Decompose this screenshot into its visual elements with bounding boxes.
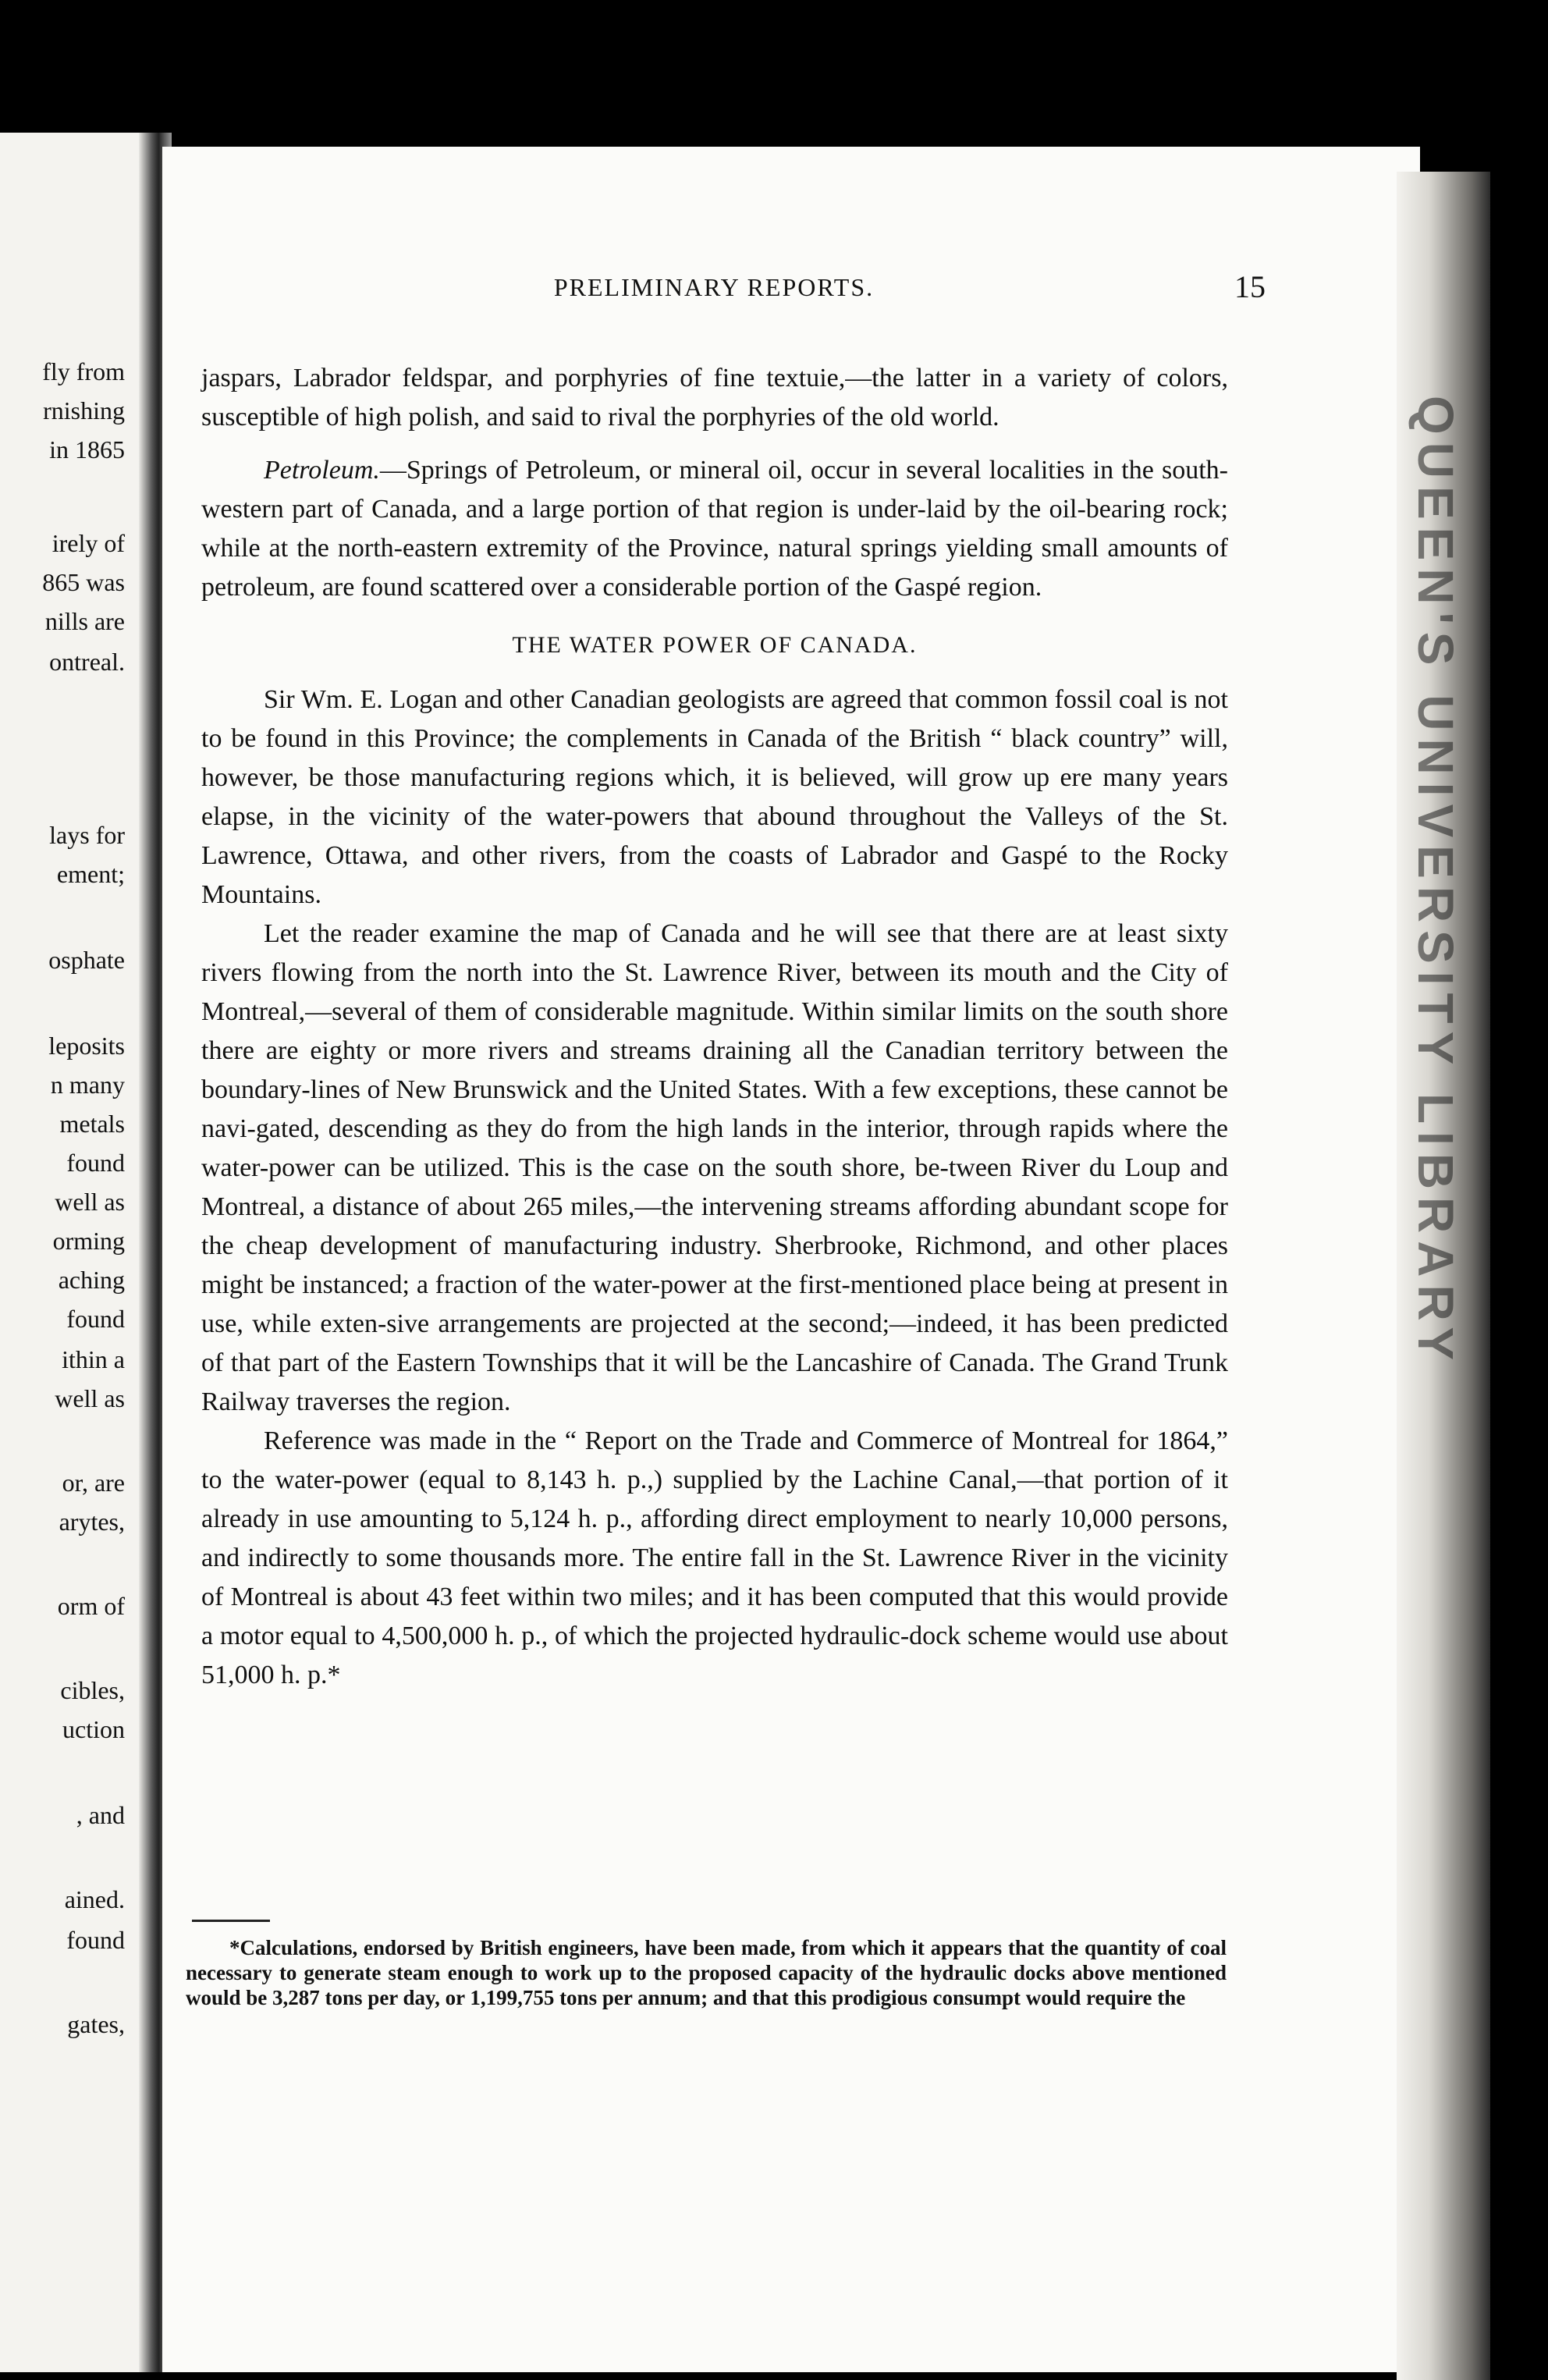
page-body <box>201 359 1228 1695</box>
left-line: n many <box>50 1071 125 1099</box>
left-line: arytes, <box>59 1508 125 1536</box>
left-line: found <box>66 1926 125 1954</box>
left-line: irely of <box>51 529 125 557</box>
left-line: rnishing <box>43 396 125 424</box>
left-line: 865 was <box>42 568 125 596</box>
left-line: ement; <box>56 860 125 888</box>
left-line: found <box>66 1305 125 1333</box>
left-line: metals <box>59 1110 125 1138</box>
left-line: uction <box>62 1715 125 1743</box>
left-line: well as <box>55 1384 125 1412</box>
left-line: ontreal. <box>49 648 125 676</box>
left-line: aching <box>58 1266 125 1294</box>
left-line: cibles, <box>60 1676 125 1704</box>
running-head: PRELIMINARY REPORTS. <box>553 273 875 301</box>
left-line: osphate <box>48 946 125 974</box>
left-line: fly from <box>42 357 125 385</box>
paragraph-jaspars: jaspars, Labrador feldspar, and porphyries of fine textuie,—the latter in a variety of colors, susceptible of high polish, and said to rival the porphyries of the old world. <box>201 364 1228 432</box>
left-line: , and <box>76 1801 125 1829</box>
left-line: found <box>66 1149 125 1177</box>
left-line: nills are <box>44 607 125 635</box>
left-line: orming <box>52 1227 125 1255</box>
left-line: gates, <box>67 2010 125 2038</box>
footnote-text: *Calculations, endorsed by British engineers, have been made, from which it appears that the quantity of coal necessary to generate steam enough to work up to the proposed capacity of the hydraulic docks above mentioned would be 3,287 tons per day, or 1,199,755 tons per annum; and that this prodigious consumpt would require the <box>186 1936 1227 2009</box>
page-number: 15 <box>1234 269 1266 304</box>
left-line: in 1865 <box>49 435 125 464</box>
stamp-text: QUEEN'S UNIVERSITY LIBRARY <box>1408 395 1464 1369</box>
library-stamp <box>1389 395 1482 1369</box>
paragraph-map: Let the reader examine the map of Canada and he will see that there are at least sixty rivers flowing from the north into the St. Lawrence River, between its mouth and the City of Montreal,—several of them of considerable magnitude. Within similar limits on the south shore there are eighty or more rivers and streams draining all the Canadian territory between the boundary-lines of New Brunswick and the United States. With a few exceptions, these cannot be navi-gated, descending as they do from the high lands in the interior, through rapids where the water-power can be utilized. This is the case on the south shore, be-tween River du Loup and Montreal, a distance of about 265 miles,—the intervening streams affording abundant scope for the cheap development of manufacturing industry. Sherbrooke, Richmond, and other places might be instanced; a fraction of the water-power at the first-mentioned place being at present in use, while exten-sive arrangements are projected at the second;—indeed, it has been predicted of that part of the Eastern Townships that it will be the Lancashire of Canada. The Grand Trunk Railway traverses the region. <box>201 919 1228 1416</box>
paragraph-logan: Sir Wm. E. Logan and other Canadian geologists are agreed that common fossil coal is not to be found in this Province; the complements in Canada of the British “ black country” will, however, be those manufacturing regions which, it is believed, will grow up ere many years elapse, in the vicinity of the water-powers that abound throughout the Valleys of the St. Lawrence, Ottawa, and other rivers, from the coasts of Labrador and Gaspé to the Rocky Mountains. <box>201 685 1228 909</box>
petroleum-text: —Springs of Petroleum, or mineral oil, occur in several localities in the south-western part of Canada, and a large portion of that region is under-laid by the oil-bearing rock; while at the north-eastern extremity of the Province, natural springs yielding small amounts of petroleum, are found scattered over a considerable portion of the Gaspé region. <box>201 456 1228 602</box>
footnote-rule <box>192 1920 270 1922</box>
left-line: or, are <box>62 1469 125 1497</box>
left-line: ained. <box>64 1885 125 1913</box>
footnote <box>186 1935 1227 2010</box>
paragraph-petroleum <box>201 451 1228 607</box>
left-line: well as <box>55 1188 125 1216</box>
left-line: orm of <box>57 1592 125 1620</box>
left-line: ithin a <box>62 1345 125 1373</box>
paragraph-reference: Reference was made in the “ Report on the Trade and Commerce of Montreal for 1864,” to the water-power (equal to 8,143 h. p.,) supplied by the Lachine Canal,—that portion of it already in use amounting to 5,124 h. p., affording direct employment to nearly 10,000 persons, and indirectly to some thousands more. The entire fall in the St. Lawrence River in the vicinity of Montreal is about 43 feet within two miles; and it has been computed that this would provide a motor equal to 4,500,000 h. p., of which the projected hydraulic-dock scheme would use about 51,000 h. p.* <box>201 1426 1228 1689</box>
petroleum-label: Petroleum. <box>264 456 380 485</box>
section-heading: THE WATER POWER OF CANADA. <box>512 632 918 658</box>
left-line: leposits <box>48 1032 125 1060</box>
left-line: lays for <box>49 821 125 849</box>
